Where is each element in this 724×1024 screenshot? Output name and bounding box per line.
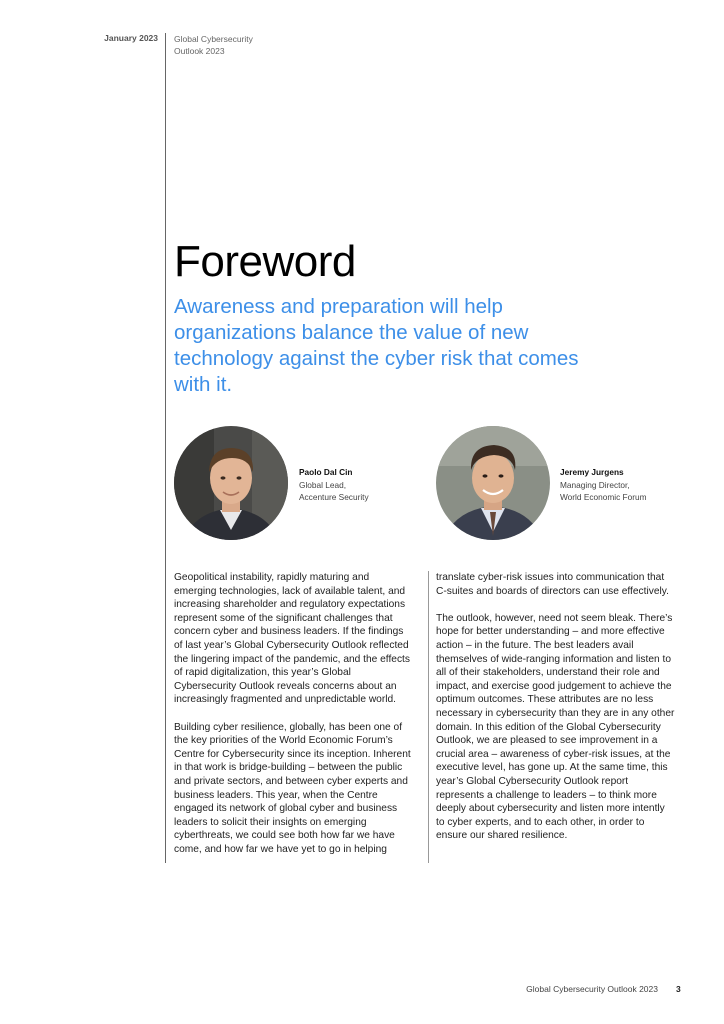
page-number: 3 [676, 984, 681, 994]
portrait-photo-jeremy [436, 426, 550, 540]
body-paragraph: translate cyber-risk issues into communication that C-suites and boards of directors can use effectively. [436, 572, 669, 597]
person-role: Managing Director, [560, 479, 630, 490]
person-name: Paolo Dal Cin [299, 467, 353, 477]
person-role: Global Lead, [299, 479, 347, 490]
person-organization: World Economic Forum [560, 492, 647, 502]
person-organization: Accenture Security [299, 492, 369, 502]
person-card-jeremy [560, 466, 647, 504]
body-paragraph: Geopolitical instability, rapidly maturing and emerging technologies, lack of available talent, and increasing shareholder and regulatory expectations represent some of the significant challenges that concern cyber and business leaders. If the findings of last year’s Global Cybersecurity Outlook reflected the lingering impact of the pandemic, and the effects of rapid digitalization, this year’s Global Cybersecurity Outlook reveals concerns about an increasingly fragmented and unpredictable world. [174, 572, 410, 706]
page-title: Foreword [174, 237, 356, 286]
body-paragraph: The outlook, however, need not seem bleak. There’s hope for better understanding – and more effective action – in the future. The best leaders avail themselves of wide-ranging information and listen to all of their stakeholders, understand their role and impact, and exercise good judgement to achieve the optimum outcomes. These attributes are no less necessary in cybersecurity than they are in any other domain. In this edition of the Global Cybersecurity Outlook, we are pleased to see improvement in a crucial area – awareness of cyber-risk issues, at the executive level, has gone up. At the same time, this year’s Global Cybersecurity Outlook report represents a challenge to leaders – to think more deeply about cybersecurity and listen more intently to cyber experts, and to each other, in order to ensure our shared resilience. [436, 612, 675, 842]
body-column-left [174, 571, 414, 870]
header-publication-line1: Global Cybersecurity [174, 34, 253, 44]
body-paragraph: Building cyber resilience, globally, has been one of the key priorities of the World Economic Forum’s Centre for Cybersecurity since its inception. Inherent in that work is bridge-building – between the public and private sectors, and between cyber experts and business leaders. This year, when the Centre engaged its network of global cyber and business leaders to solicit their insights on emerging cyberthreats, we could see both how far we have come, and how far we have yet to go in helping [174, 721, 411, 855]
header-date: January 2023 [104, 33, 158, 43]
person-card-paolo [299, 466, 369, 504]
person-name: Jeremy Jurgens [560, 467, 624, 477]
footer-publication: Global Cybersecurity Outlook 2023 [526, 984, 658, 994]
body-column-right [436, 571, 676, 856]
column-rule [428, 571, 429, 863]
header-publication-line2: Outlook 2023 [174, 46, 225, 56]
margin-rule [165, 33, 166, 863]
page-subtitle: Awareness and preparation will help organizations balance the value of new technology against the cyber risk that comes with it. [174, 295, 579, 396]
header-publication [174, 33, 253, 57]
portrait-photo-paolo [174, 426, 288, 540]
